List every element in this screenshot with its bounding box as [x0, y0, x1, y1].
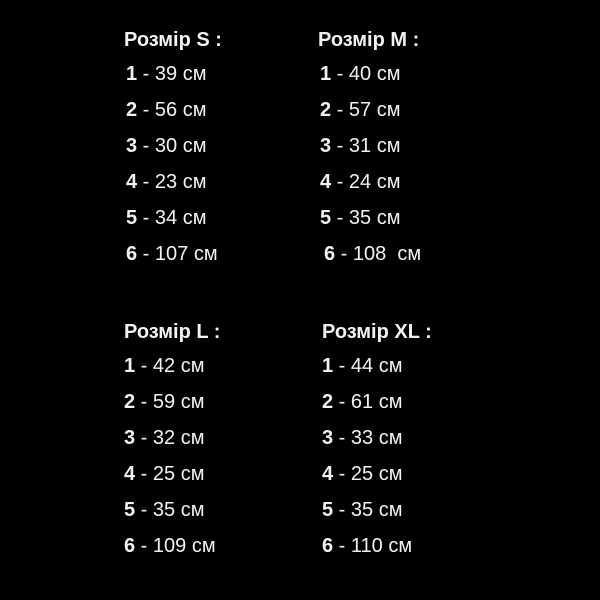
- measurement-number: 3: [320, 135, 332, 157]
- measurement-number: 1: [322, 355, 334, 377]
- size-title-m: Розмір M :: [318, 29, 420, 51]
- measurement-value: - 24 см: [331, 171, 401, 193]
- measurement-row: [124, 354, 304, 390]
- measurement-number: 1: [320, 63, 332, 85]
- measurement-number: 4: [126, 171, 138, 193]
- measurement-value: - 44 см: [333, 355, 403, 377]
- measurement-value: - 107 см: [137, 243, 218, 265]
- size-list-s: [126, 62, 304, 278]
- measurement-row: [320, 62, 498, 98]
- measurement-value: - 109 см: [135, 535, 216, 557]
- measurement-value: - 61 см: [333, 391, 403, 413]
- measurement-row: [322, 498, 502, 534]
- measurement-row: [124, 498, 304, 534]
- measurement-number: 3: [124, 427, 136, 449]
- measurement-value: - 57 см: [331, 99, 401, 121]
- measurement-value: - 108 см: [335, 243, 422, 265]
- measurement-row: [322, 534, 502, 570]
- measurement-row: [320, 242, 498, 278]
- measurement-number: 2: [322, 391, 334, 413]
- measurement-row: [320, 170, 498, 206]
- measurement-number: 6: [324, 243, 336, 265]
- measurement-row: [126, 206, 304, 242]
- measurement-value: - 35 см: [331, 207, 401, 229]
- size-block-l: [124, 320, 304, 570]
- measurement-number: 4: [124, 463, 136, 485]
- measurement-value: - 40 см: [331, 63, 401, 85]
- measurement-number: 5: [322, 499, 334, 521]
- measurement-value: - 59 см: [135, 391, 205, 413]
- size-title-xl: Розмір XL :: [322, 321, 432, 343]
- measurement-number: 5: [124, 499, 136, 521]
- size-list-xl: [322, 354, 502, 570]
- measurement-row: [124, 534, 304, 570]
- measurement-number: 5: [320, 207, 332, 229]
- measurement-value: - 39 см: [137, 63, 207, 85]
- measurement-row: [126, 62, 304, 98]
- measurement-value: - 34 см: [137, 207, 207, 229]
- measurement-number: 1: [124, 355, 136, 377]
- measurement-value: - 32 см: [135, 427, 205, 449]
- measurement-value: - 25 см: [333, 463, 403, 485]
- measurement-row: [320, 98, 498, 134]
- measurement-row: [124, 462, 304, 498]
- measurement-value: - 30 см: [137, 135, 207, 157]
- measurement-number: 6: [124, 535, 136, 557]
- size-block-xl: [322, 320, 502, 570]
- measurement-value: - 25 см: [135, 463, 205, 485]
- measurement-number: 3: [126, 135, 138, 157]
- measurement-row: [126, 170, 304, 206]
- measurement-number: 4: [322, 463, 334, 485]
- measurement-row: [124, 390, 304, 426]
- measurement-row: [320, 206, 498, 242]
- measurement-number: 5: [126, 207, 138, 229]
- measurement-row: [320, 134, 498, 170]
- measurement-row: [126, 242, 304, 278]
- measurement-row: [126, 98, 304, 134]
- measurement-number: 6: [126, 243, 138, 265]
- size-block-m: [318, 28, 498, 278]
- measurement-row: [322, 462, 502, 498]
- measurement-value: - 23 см: [137, 171, 207, 193]
- measurement-value: - 35 см: [333, 499, 403, 521]
- measurement-row: [124, 426, 304, 462]
- measurement-value: - 42 см: [135, 355, 205, 377]
- size-block-s: [124, 28, 304, 278]
- measurement-value: - 110 см: [333, 535, 413, 557]
- measurement-number: 6: [322, 535, 334, 557]
- measurement-value: - 33 см: [333, 427, 403, 449]
- size-title-l: Розмір L :: [124, 321, 221, 343]
- measurement-number: 1: [126, 63, 138, 85]
- measurement-row: [322, 354, 502, 390]
- measurement-value: - 35 см: [135, 499, 205, 521]
- measurement-number: 4: [320, 171, 332, 193]
- measurement-row: [126, 134, 304, 170]
- measurement-row: [322, 390, 502, 426]
- measurement-number: 2: [124, 391, 136, 413]
- measurement-value: - 31 см: [331, 135, 401, 157]
- measurement-number: 3: [322, 427, 334, 449]
- size-list-m: [320, 62, 498, 278]
- size-title-s: Розмір S :: [124, 29, 222, 51]
- size-list-l: [124, 354, 304, 570]
- measurement-number: 2: [126, 99, 138, 121]
- measurement-value: - 56 см: [137, 99, 207, 121]
- measurement-number: 2: [320, 99, 332, 121]
- measurement-row: [322, 426, 502, 462]
